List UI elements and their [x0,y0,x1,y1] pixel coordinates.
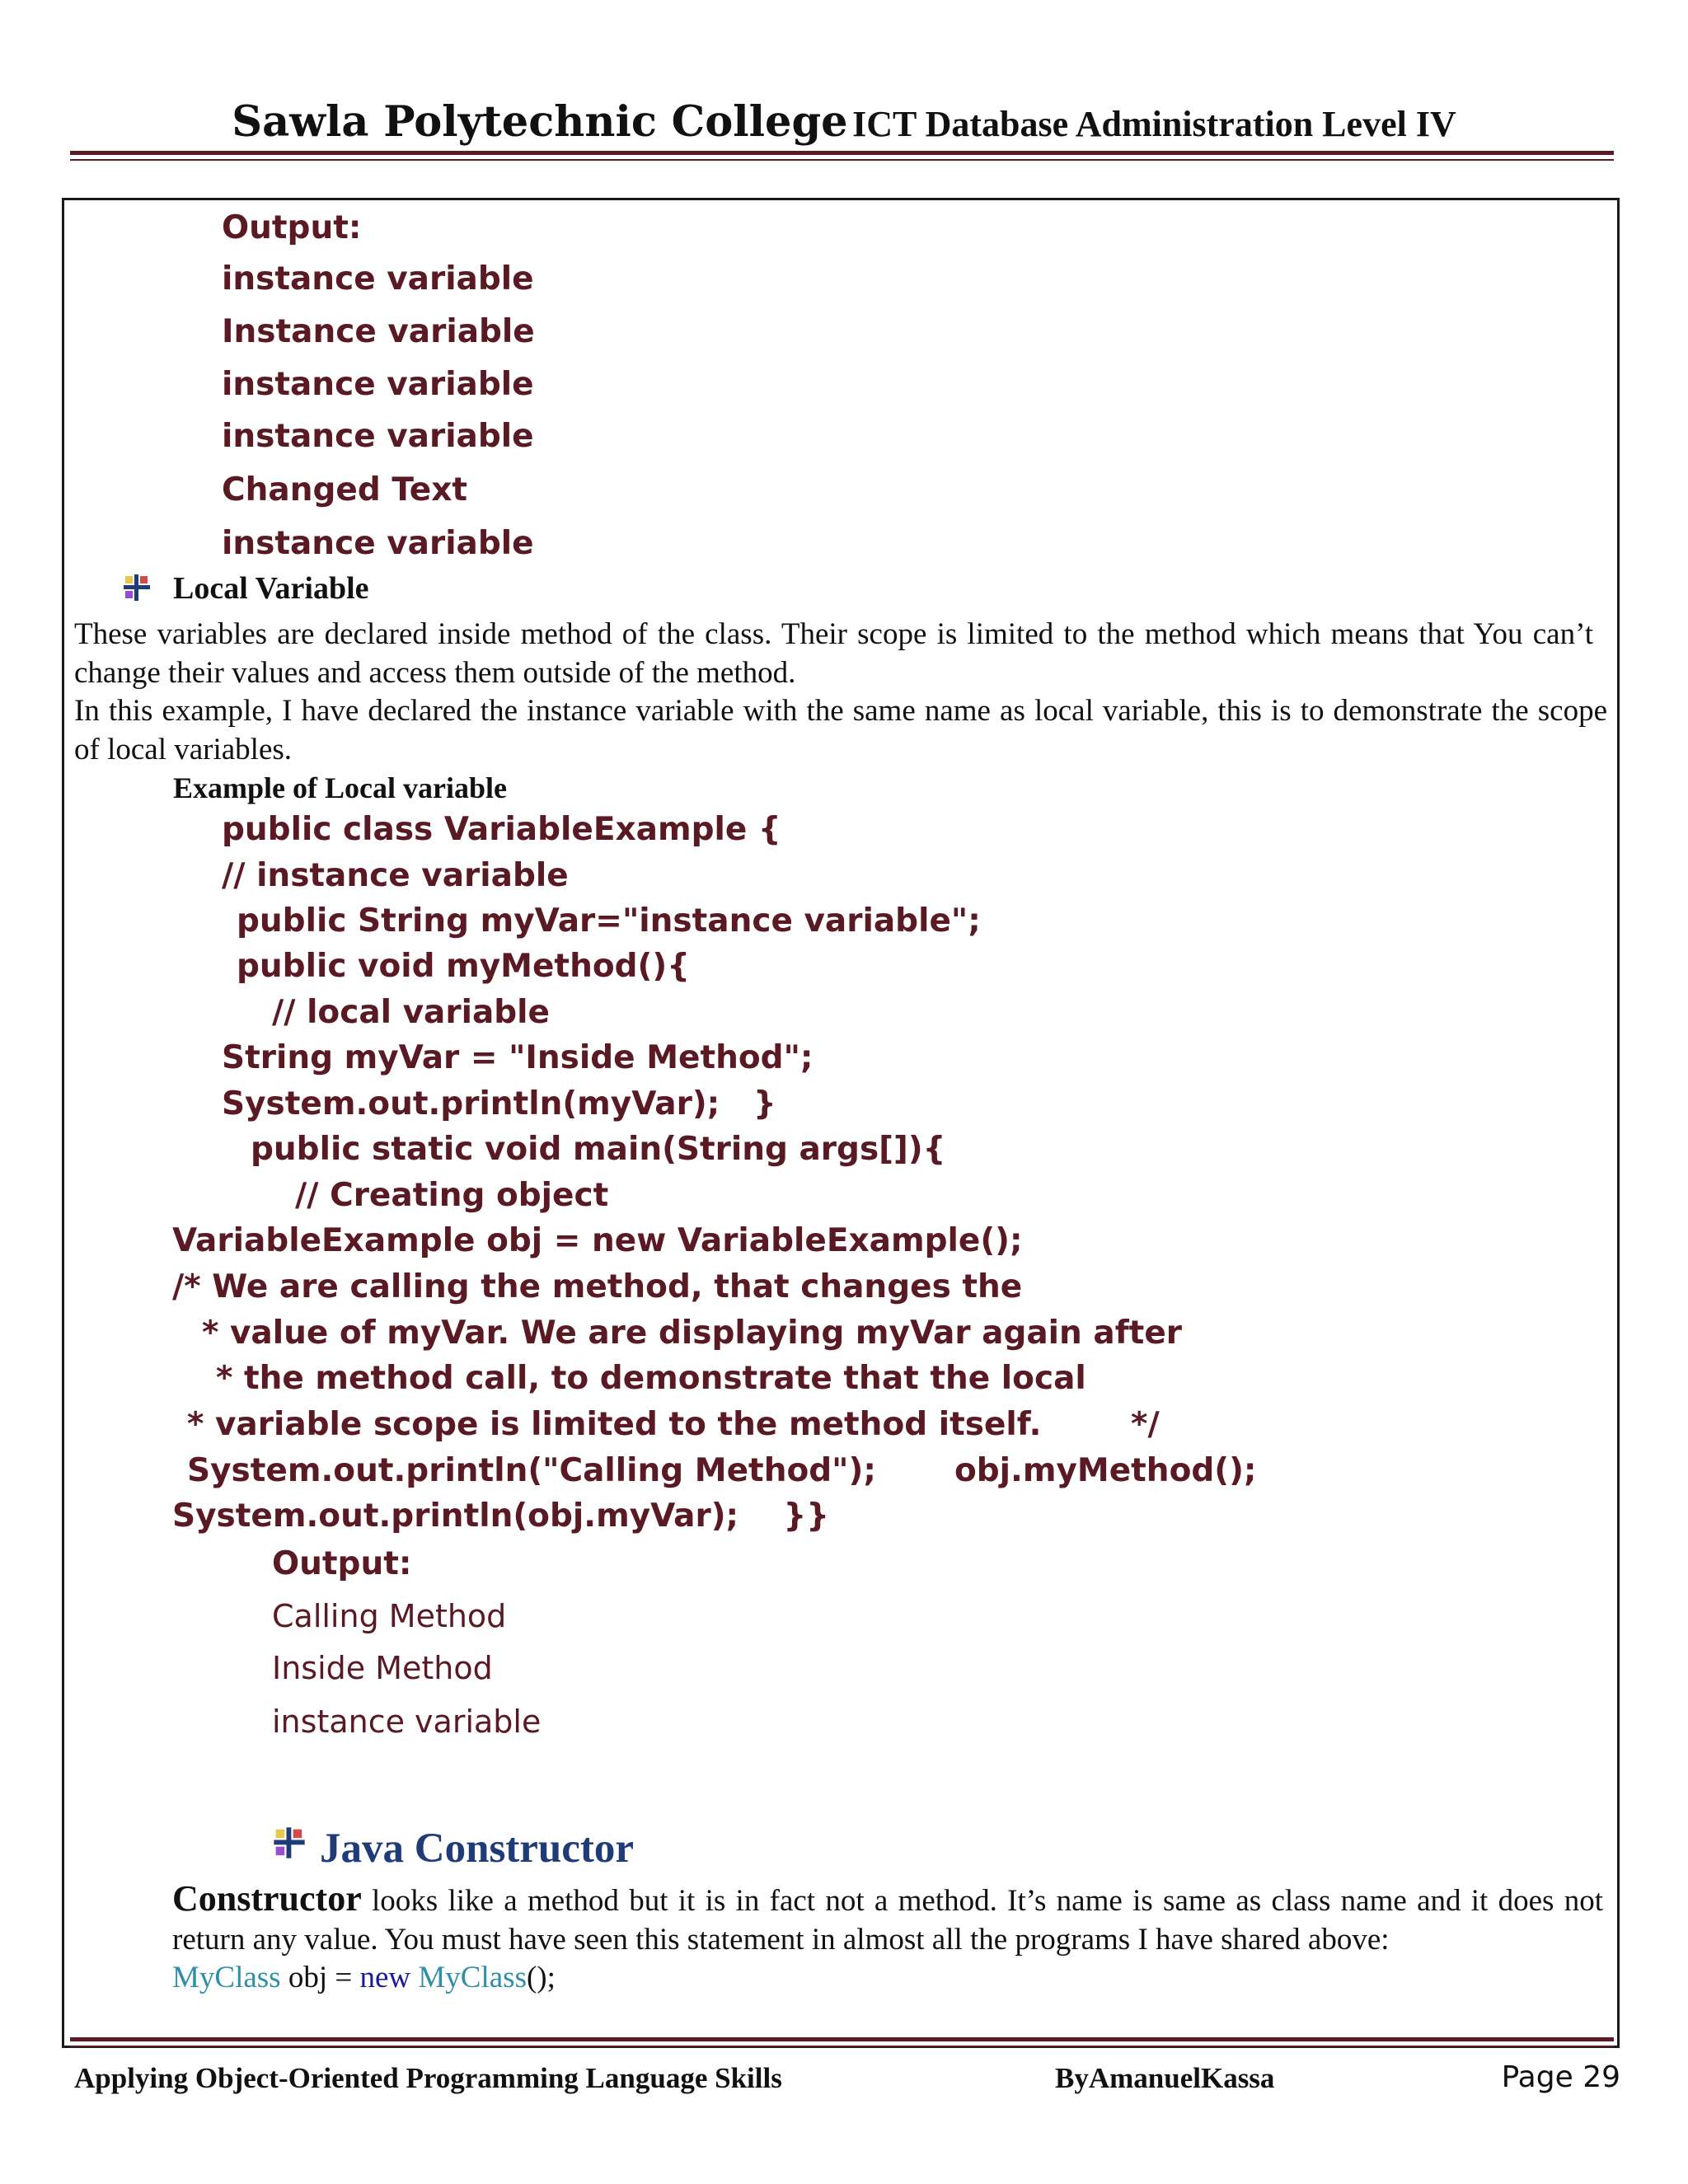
bullet-plus-icon [272,1825,307,1860]
header-rule-thin [70,159,1614,161]
example-label: Example of Local variable [173,771,507,804]
statement-end: (); [526,1961,556,1994]
page-header [0,97,1688,147]
code-line: public static void main(String args[]){ [251,1131,946,1168]
code-line: // local variable [272,994,551,1031]
code-line: * variable scope is limited to the method itself. */ [187,1406,1160,1443]
code-line: VariableExample obj = new VariableExample(); [172,1222,1023,1259]
output-line: instance variable [272,1704,542,1740]
code-line: // instance variable [222,857,569,894]
output-line: Changed Text [222,471,468,509]
page-number: Page 29 [1501,2060,1620,2094]
output-line: instance variable [222,418,534,455]
constructor-description: looks like a method but it is in fact not a method. It’s name is same as class name and it does not return any value. You must have seen this statement in almost all the programs I have shared above: [172,1884,1603,1957]
java-constructor-heading: Java Constructor [320,1825,635,1872]
constructor-paragraph [172,1879,1603,1959]
code-line: /* We are calling the method, that changes the [172,1268,1023,1305]
constructor-term: Constructor [172,1878,362,1919]
code-line: * the method call, to demonstrate that the local [216,1360,1086,1397]
output-line: Instance variable [222,313,535,350]
header-rule-thick [70,151,1614,155]
statement-type: MyClass [172,1961,281,1994]
code-line: public String myVar="instance variable"; [237,902,981,940]
local-variable-heading: Local Variable [173,571,369,606]
local-variable-paragraph-1: These variables are declared inside method of the class. Their scope is limited to the method which means that You can’t change their values and access them outside of the method. [74,617,1593,690]
statement-type: MyClass [418,1961,527,1994]
statement-new-keyword: new [359,1961,411,1994]
code-line: String myVar = "Inside Method"; [222,1039,814,1076]
code-line: System.out.println(obj.myVar); }} [172,1497,829,1535]
output-line: instance variable [222,260,534,298]
code-line: // Creating object [295,1177,609,1214]
college-name: Sawla Polytechnic College [232,97,848,147]
output-line: instance variable [222,525,534,562]
code-line: public class VariableExample { [222,811,781,848]
code-line: * value of myVar. We are displaying myVar again after [202,1315,1183,1352]
bullet-plus-icon [122,573,152,602]
footer-course-title: Applying Object-Oriented Programming Language Skills [74,2062,782,2094]
footer-rule-thin [70,2046,1614,2047]
code-line: System.out.println(myVar); } [222,1085,776,1122]
output-label: Output: [222,209,362,246]
output-line: Inside Method [272,1650,493,1686]
output-label: Output: [272,1545,412,1582]
output-line: instance variable [222,366,534,403]
code-line: System.out.println("Calling Method"); obj.myMethod(); [187,1452,1257,1489]
code-line: public void myMethod(){ [237,948,690,985]
constructor-statement [172,1958,1326,1997]
statement-obj: obj = [280,1961,360,1994]
local-variable-paragraph-2: In this example, I have declared the instance variable with the same name as local variable, this is to demonstrate the scope of local variables. [74,694,1607,766]
output-line: Calling Method [272,1598,507,1634]
footer-author: ByAmanuelKassa [1055,2062,1275,2094]
course-name: ICT Database Administration Level IV [852,104,1456,144]
footer-rule-thick [70,2037,1614,2041]
